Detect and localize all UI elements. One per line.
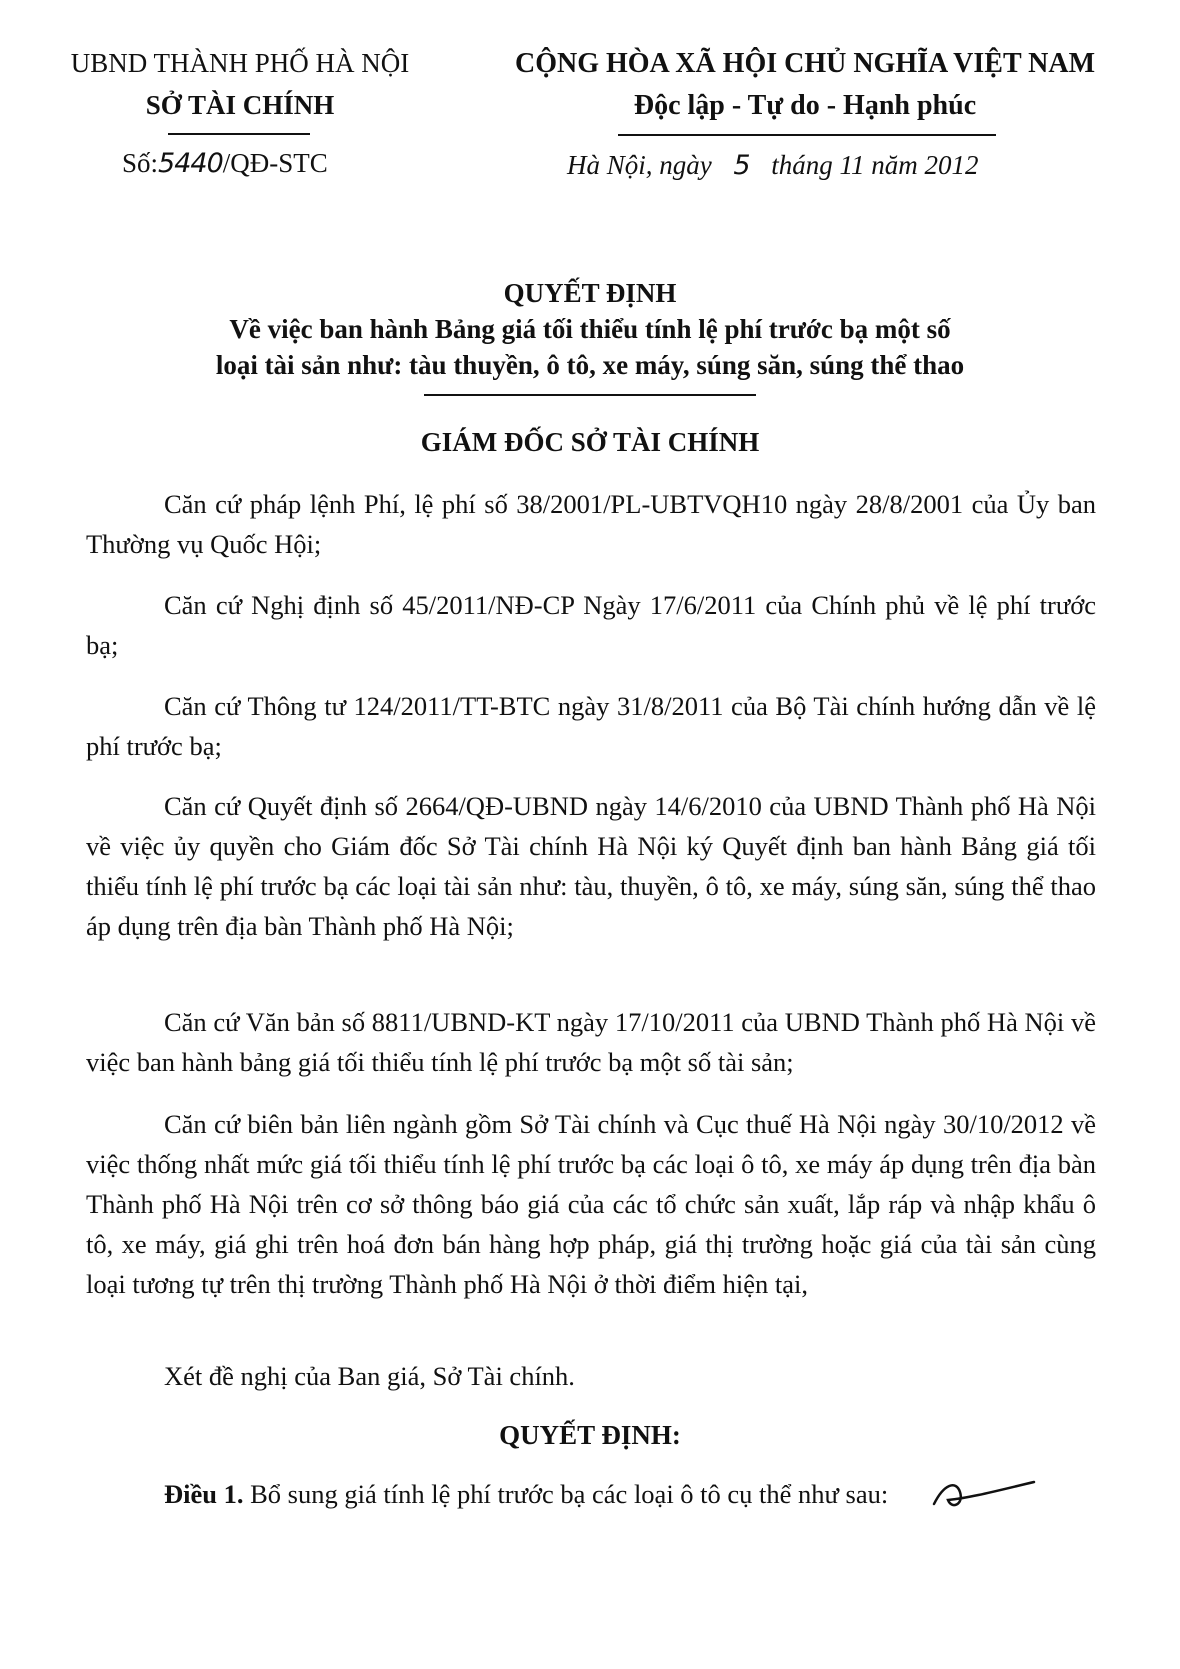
document-title: QUYẾT ĐỊNH <box>503 278 677 308</box>
document-subject-line-1: Về việc ban hành Bảng giá tối thiểu tính lệ phí trước bạ một số <box>229 314 951 344</box>
org-underline <box>168 133 310 135</box>
document-number-prefix: Số: <box>122 148 159 178</box>
title-underline <box>424 394 756 396</box>
document-number <box>122 148 328 179</box>
org-name: SỞ TÀI CHÍNH <box>145 90 335 120</box>
national-title: CỘNG HÒA XÃ HỘI CHỦ NGHĨA VIỆT NAM <box>514 48 1096 79</box>
document-number-suffix: /QĐ-STC <box>222 148 328 178</box>
decision-heading: QUYẾT ĐỊNH: <box>499 1420 681 1450</box>
handwritten-scribble <box>930 1470 1040 1520</box>
paragraph-legal-basis-3: Căn cứ Thông tư 124/2011/TT-BTC ngày 31/8/2011 của Bộ Tài chính hướng dẫn về lệ phí trước bạ; <box>86 691 1096 761</box>
issue-date <box>567 150 979 181</box>
article-1-text: Bổ sung giá tính lệ phí trước bạ các loại ô tô cụ thể như sau: <box>250 1479 889 1509</box>
national-motto: Độc lập - Tự do - Hạnh phúc <box>633 90 977 121</box>
document-number-handwritten: 5440 <box>158 148 223 179</box>
org-parent-name: UBND THÀNH PHỐ HÀ NỘI <box>70 48 410 78</box>
issue-date-prefix: Hà Nội, ngày <box>567 150 712 180</box>
article-1 <box>164 1479 888 1510</box>
paragraph-legal-basis-4: Căn cứ Quyết định số 2664/QĐ-UBND ngày 14/6/2010 của UBND Thành phố Hà Nội về việc ủy quyền cho Giám đốc Sở Tài chính Hà Nội ký Quyết định ban hành Bảng giá tối thiểu tính lệ phí trước bạ các loại tài sản như: tàu, thuyền, ô tô, xe máy, súng săn, súng thể thao áp dụng trên địa bàn Thành phố Hà Nội; <box>86 791 1096 941</box>
paragraph-legal-basis-5: Căn cứ Văn bản số 8811/UBND-KT ngày 17/10/2011 của UBND Thành phố Hà Nội về việc ban hành bảng giá tối thiểu tính lệ phí trước bạ một số tài sản; <box>86 1007 1096 1077</box>
document-subject-line-2: loại tài sản như: tàu thuyền, ô tô, xe máy, súng săn, súng thể thao <box>215 350 965 380</box>
paragraph-legal-basis-2: Căn cứ Nghị định số 45/2011/NĐ-CP Ngày 17/6/2011 của Chính phủ về lệ phí trước bạ; <box>86 590 1096 660</box>
issue-date-suffix: tháng 11 năm 2012 <box>771 150 979 180</box>
issue-date-day-handwritten: 5 <box>733 150 750 181</box>
article-1-label: Điều 1. <box>164 1479 244 1509</box>
paragraph-legal-basis-6: Căn cứ biên bản liên ngành gồm Sở Tài chính và Cục thuế Hà Nội ngày 30/10/2012 về việc thống nhất mức giá tối thiểu tính lệ phí trước bạ các loại ô tô, xe máy áp dụng trên địa bàn Thành phố Hà Nội trên cơ sở thông báo giá của các tổ chức sản xuất, lắp ráp và nhập khẩu ô tô, xe máy, giá ghi trên hoá đơn bán hàng hợp pháp, giá thị trường hoặc giá của tài sản cùng loại tương tự trên thị trường Thành phố Hà Nội ở thời điểm hiện tại, <box>86 1109 1096 1299</box>
motto-underline <box>618 134 996 136</box>
issuer-title: GIÁM ĐỐC SỞ TÀI CHÍNH <box>420 427 760 457</box>
paragraph-proposal: Xét đề nghị của Ban giá, Sở Tài chính. <box>164 1361 575 1391</box>
paragraph-legal-basis-1: Căn cứ pháp lệnh Phí, lệ phí số 38/2001/PL-UBTVQH10 ngày 28/8/2001 của Ủy ban Thường vụ Quốc Hội; <box>86 489 1096 559</box>
